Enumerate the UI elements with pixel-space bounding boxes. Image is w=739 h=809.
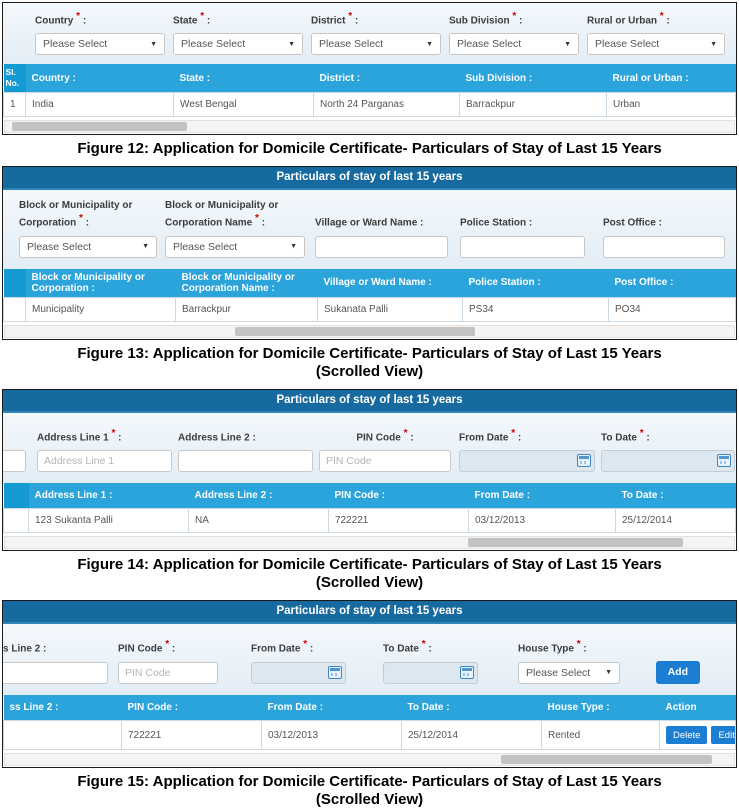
block-municipality-field bbox=[19, 199, 157, 257]
police-station-label: Police Station : bbox=[460, 217, 533, 229]
col-header-sl-no bbox=[4, 269, 26, 298]
address-line2-cut-label: s Line 2 : bbox=[3, 643, 47, 655]
col-header-address-line1: Address Line 1 : bbox=[29, 483, 189, 509]
selected-value: Please Select bbox=[43, 38, 108, 51]
selected-value: Please Select bbox=[526, 666, 591, 679]
caption-line1: Figure 14: Application for Domicile Certificate- Particulars of Stay of Last 15 Years bbox=[77, 556, 662, 574]
table-header-row bbox=[4, 695, 736, 721]
post-office-field bbox=[603, 212, 725, 257]
to-date-label: To Date * : bbox=[601, 427, 650, 443]
sub-division-select[interactable] bbox=[449, 33, 579, 55]
sub-division-field bbox=[449, 10, 579, 55]
village-ward-label: Village or Ward Name : bbox=[315, 217, 424, 229]
pin-code-label: PIN Code * : bbox=[118, 639, 176, 655]
col-header-pin-code: PIN Code : bbox=[329, 483, 469, 509]
from-date-field bbox=[251, 638, 346, 683]
from-date-input[interactable] bbox=[459, 450, 595, 472]
house-type-select[interactable] bbox=[518, 662, 620, 684]
house-type-field bbox=[518, 638, 620, 683]
table-header-row bbox=[4, 269, 736, 298]
col-header-address-line2: ss Line 2 : bbox=[4, 695, 122, 721]
required-asterisk: * bbox=[511, 427, 516, 439]
panel-title: Particulars of stay of last 15 years bbox=[3, 601, 736, 624]
col-header-state: State : bbox=[174, 64, 314, 93]
pin-code-field bbox=[118, 638, 218, 683]
edit-button[interactable]: Edit bbox=[711, 726, 735, 744]
chevron-down-icon: ▼ bbox=[564, 40, 571, 48]
required-asterisk: * bbox=[512, 11, 517, 22]
horizontal-scrollbar[interactable] bbox=[4, 325, 735, 338]
col-header-district: District : bbox=[314, 64, 460, 93]
address-line2-input[interactable] bbox=[178, 450, 313, 472]
caption-line1: Figure 15: Application for Domicile Certificate- Particulars of Stay of Last 15 Years bbox=[77, 773, 662, 791]
district-field bbox=[311, 10, 441, 55]
cell-address-line2: NA bbox=[189, 509, 329, 533]
block-municipality-name-label: Block or Municipality or Corporation Name * : bbox=[165, 200, 279, 229]
from-date-label: From Date * : bbox=[251, 639, 314, 655]
selected-value: Please Select bbox=[595, 38, 660, 51]
cell-sub-division: Barrackpur bbox=[460, 93, 607, 117]
pin-code-input[interactable] bbox=[319, 450, 451, 472]
village-ward-input[interactable] bbox=[315, 236, 448, 258]
required-asterisk: * bbox=[111, 427, 116, 439]
col-header-sl-no bbox=[4, 483, 29, 509]
cell-post-office: PO34 bbox=[609, 297, 736, 321]
required-asterisk: * bbox=[255, 213, 259, 225]
cell-sl-no bbox=[4, 509, 29, 533]
address-table bbox=[3, 483, 736, 534]
block-municipality-select[interactable] bbox=[19, 236, 157, 258]
sub-division-label: Sub Division * : bbox=[449, 11, 523, 27]
rural-urban-field bbox=[587, 10, 725, 55]
chevron-down-icon: ▼ bbox=[290, 243, 297, 251]
to-date-input[interactable] bbox=[383, 662, 478, 684]
selected-value: Please Select bbox=[457, 38, 522, 51]
scrollbar-thumb[interactable] bbox=[235, 327, 476, 336]
scrollbar-thumb[interactable] bbox=[468, 538, 683, 547]
block-municipality-name-select[interactable] bbox=[165, 236, 305, 258]
location-table bbox=[3, 64, 736, 117]
address-line1-label: Address Line 1 * : bbox=[37, 427, 122, 443]
state-field bbox=[173, 10, 303, 55]
pin-code-input[interactable] bbox=[118, 662, 218, 684]
police-station-field bbox=[460, 212, 585, 257]
calendar-icon[interactable] bbox=[717, 454, 731, 467]
country-select[interactable] bbox=[35, 33, 165, 55]
calendar-icon[interactable] bbox=[577, 454, 591, 467]
cell-block-municipality: Municipality bbox=[26, 297, 176, 321]
cell-pin-code: 722221 bbox=[122, 721, 262, 750]
selected-value: Please Select bbox=[181, 38, 246, 51]
screenshot-figure13 bbox=[2, 166, 737, 339]
cell-address-line1: 123 Sukanta Palli bbox=[29, 509, 189, 533]
address-form-row bbox=[3, 413, 736, 483]
col-header-address-line2: Address Line 2 : bbox=[189, 483, 329, 509]
col-header-sl-no: Sl. No. bbox=[4, 64, 26, 93]
from-date-label: From Date * : bbox=[459, 427, 522, 443]
cell-to-date: 25/12/2014 bbox=[402, 721, 542, 750]
to-date-field bbox=[383, 638, 478, 683]
panel-title: Particulars of stay of last 15 years bbox=[3, 390, 736, 413]
rural-urban-label: Rural or Urban * : bbox=[587, 11, 670, 27]
state-select[interactable] bbox=[173, 33, 303, 55]
col-header-pin-code: PIN Code : bbox=[122, 695, 262, 721]
table-row bbox=[4, 509, 736, 533]
table-header-row bbox=[4, 64, 736, 93]
to-date-label: To Date * : bbox=[383, 639, 432, 655]
cell-address-line2 bbox=[4, 721, 122, 750]
chevron-down-icon: ▼ bbox=[605, 669, 612, 677]
chevron-down-icon: ▼ bbox=[426, 40, 433, 48]
chevron-down-icon: ▼ bbox=[710, 40, 717, 48]
country-label: Country * : bbox=[35, 11, 87, 27]
chevron-down-icon: ▼ bbox=[150, 40, 157, 48]
country-field bbox=[35, 10, 165, 55]
horizontal-scrollbar[interactable] bbox=[4, 753, 735, 766]
figure15-caption bbox=[0, 773, 739, 809]
district-select[interactable] bbox=[311, 33, 441, 55]
col-header-to-date: To Date : bbox=[402, 695, 542, 721]
required-asterisk: * bbox=[76, 11, 81, 22]
required-asterisk: * bbox=[403, 427, 408, 439]
col-header-to-date: To Date : bbox=[616, 483, 736, 509]
scrollbar-thumb[interactable] bbox=[501, 755, 712, 764]
panel-title: Particulars of stay of last 15 years bbox=[3, 167, 736, 190]
horizontal-scrollbar[interactable] bbox=[4, 120, 735, 133]
state-label: State * : bbox=[173, 11, 211, 27]
pin-code-label: PIN Code * : bbox=[356, 427, 414, 443]
selected-value: Please Select bbox=[319, 38, 384, 51]
col-header-action: Action bbox=[660, 695, 736, 721]
required-asterisk: * bbox=[165, 639, 170, 651]
from-date-input[interactable] bbox=[251, 662, 346, 684]
col-header-post-office: Post Office : bbox=[609, 269, 736, 298]
col-header-sub-division: Sub Division : bbox=[460, 64, 607, 93]
col-header-from-date: From Date : bbox=[262, 695, 402, 721]
cell-from-date: 03/12/2013 bbox=[469, 509, 616, 533]
post-office-input[interactable] bbox=[603, 236, 725, 258]
address-line2-label: Address Line 2 : bbox=[178, 431, 256, 443]
cut-off-input[interactable] bbox=[3, 450, 26, 472]
address-line2-field bbox=[178, 427, 313, 472]
screenshot-figure15 bbox=[2, 600, 737, 768]
to-date-field bbox=[601, 427, 735, 472]
chevron-down-icon: ▼ bbox=[288, 40, 295, 48]
to-date-input[interactable] bbox=[601, 450, 735, 472]
calendar-icon[interactable] bbox=[328, 666, 342, 679]
col-header-from-date: From Date : bbox=[469, 483, 616, 509]
col-header-house-type: House Type : bbox=[542, 695, 660, 721]
address-line1-field bbox=[37, 427, 172, 472]
table-header-row bbox=[4, 483, 736, 509]
district-label: District * : bbox=[311, 11, 359, 27]
figure14-caption bbox=[0, 556, 739, 592]
col-header-block-municipality: Block or Municipality or Corporation : bbox=[26, 269, 176, 298]
screenshot-figure12 bbox=[2, 2, 737, 135]
address-line2-cut-input[interactable] bbox=[3, 662, 108, 684]
required-asterisk: * bbox=[348, 11, 353, 22]
delete-button[interactable]: Delete bbox=[666, 726, 707, 744]
required-asterisk: * bbox=[79, 213, 83, 225]
cell-block-municipality-name: Barrackpur bbox=[176, 297, 318, 321]
col-header-village-ward: Village or Ward Name : bbox=[318, 269, 463, 298]
required-asterisk: * bbox=[200, 11, 205, 22]
cell-police-station: PS34 bbox=[463, 297, 609, 321]
stay-table bbox=[3, 269, 736, 322]
cell-state: West Bengal bbox=[174, 93, 314, 117]
house-type-label: House Type * : bbox=[518, 639, 587, 655]
house-table bbox=[3, 695, 736, 751]
post-office-label: Post Office : bbox=[603, 217, 662, 229]
figure12-caption: Figure 12: Application for Domicile Certificate- Particulars of Stay of Last 15 Years bbox=[77, 140, 662, 158]
location-form-row bbox=[3, 3, 736, 64]
pin-code-field bbox=[319, 427, 451, 472]
caption-line2: (Scrolled View) bbox=[315, 574, 424, 592]
required-asterisk: * bbox=[659, 11, 664, 22]
col-header-block-municipality-name: Block or Municipality or Corporation Name : bbox=[176, 269, 318, 298]
caption-line2: (Scrolled View) bbox=[315, 791, 424, 809]
caption-line1: Figure 13: Application for Domicile Certificate- Particulars of Stay of Last 15 Years bbox=[77, 344, 662, 362]
cell-house-type: Rented bbox=[542, 721, 660, 750]
cell-country: India bbox=[26, 93, 174, 117]
col-header-rural-urban: Rural or Urban : bbox=[607, 64, 736, 93]
caption-line2: (Scrolled View) bbox=[315, 362, 424, 380]
cut-off-field bbox=[3, 450, 26, 472]
table-row bbox=[4, 721, 736, 750]
house-form-row bbox=[3, 624, 736, 694]
screenshot-figure14 bbox=[2, 389, 737, 552]
scrollbar-thumb[interactable] bbox=[12, 122, 187, 131]
col-header-country: Country : bbox=[26, 64, 174, 93]
required-asterisk: * bbox=[303, 639, 308, 651]
required-asterisk: * bbox=[576, 639, 581, 651]
address-line2-cut-field bbox=[3, 638, 108, 683]
village-ward-field bbox=[315, 212, 448, 257]
cell-district: North 24 Parganas bbox=[314, 93, 460, 117]
cell-village-ward: Sukanata Palli bbox=[318, 297, 463, 321]
cell-rural-urban: Urban bbox=[607, 93, 736, 117]
stay-form-row bbox=[3, 190, 736, 268]
block-municipality-label: Block or Municipality or Corporation * : bbox=[19, 200, 133, 229]
col-header-police-station: Police Station : bbox=[463, 269, 609, 298]
from-date-field bbox=[459, 427, 595, 472]
figure13-caption bbox=[0, 345, 739, 381]
cell-action bbox=[660, 721, 736, 750]
cell-sl-no: 1 bbox=[4, 93, 26, 117]
calendar-icon[interactable] bbox=[460, 666, 474, 679]
chevron-down-icon: ▼ bbox=[142, 243, 149, 251]
police-station-input[interactable] bbox=[460, 236, 585, 258]
address-line1-input[interactable] bbox=[37, 450, 172, 472]
required-asterisk: * bbox=[421, 639, 426, 651]
selected-value: Please Select bbox=[27, 240, 92, 253]
add-button[interactable]: Add bbox=[656, 661, 700, 684]
rural-urban-select[interactable] bbox=[587, 33, 725, 55]
block-municipality-name-field bbox=[165, 199, 305, 257]
horizontal-scrollbar[interactable] bbox=[4, 536, 735, 549]
table-row bbox=[4, 93, 736, 117]
cell-pin-code: 722221 bbox=[329, 509, 469, 533]
cell-sl-no bbox=[4, 297, 26, 321]
table-row bbox=[4, 297, 736, 321]
cell-to-date: 25/12/2014 bbox=[616, 509, 736, 533]
required-asterisk: * bbox=[639, 427, 644, 439]
cell-from-date: 03/12/2013 bbox=[262, 721, 402, 750]
selected-value: Please Select bbox=[173, 240, 238, 253]
